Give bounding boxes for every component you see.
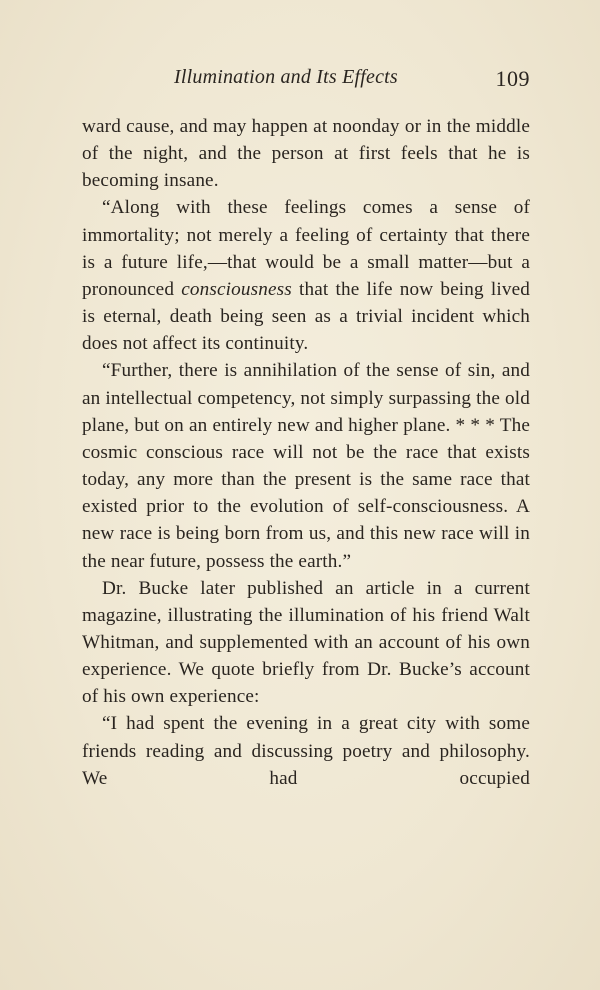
paragraph-4: Dr. Bucke later published an article in a current magazine, illustrating the illumination of his friend Walt Whitman, and supplemented with an account of his own experience. We quote briefly from Dr. Bucke’s account of his own experience: (82, 577, 530, 708)
running-title: Illumination and Its Effects (174, 66, 398, 88)
paragraph-3: “Further, there is annihilation of the sense of sin, and an intellectual competency, not simply surpassing the old plane, but on an entirely new and higher plane. * * * The cosmic conscious race will not be the race that exists today, any more than the present is the same race that existed prior to the evolution of self-consciousness. A new race is being born from us, and this new race will in the near future, possess the earth.” (82, 360, 530, 572)
body-text (82, 113, 530, 792)
paragraph-2-text-after: that the life now being lived is eternal, death being seen as a trivial incident which does not affect its continuity. (82, 278, 530, 355)
page-header (82, 62, 530, 94)
paragraph-1: ward cause, and may happen at noonday or in the middle of the night, and the person at first feels that he is becoming insane. (82, 116, 530, 192)
paragraph-5: “I had spent the evening in a great city with some friends reading and discussing poetry and philosophy. We had occupied (82, 713, 530, 789)
page-number: 109 (495, 66, 530, 91)
emphasized-word: consciousness (181, 278, 292, 300)
paragraph-2-text-before: “Along with these feelings comes a sense of immortality; not merely a feeling of certainty that there is a future life,—that would be a small matter—but a pronounced (82, 197, 530, 300)
paragraph-2 (82, 194, 530, 357)
